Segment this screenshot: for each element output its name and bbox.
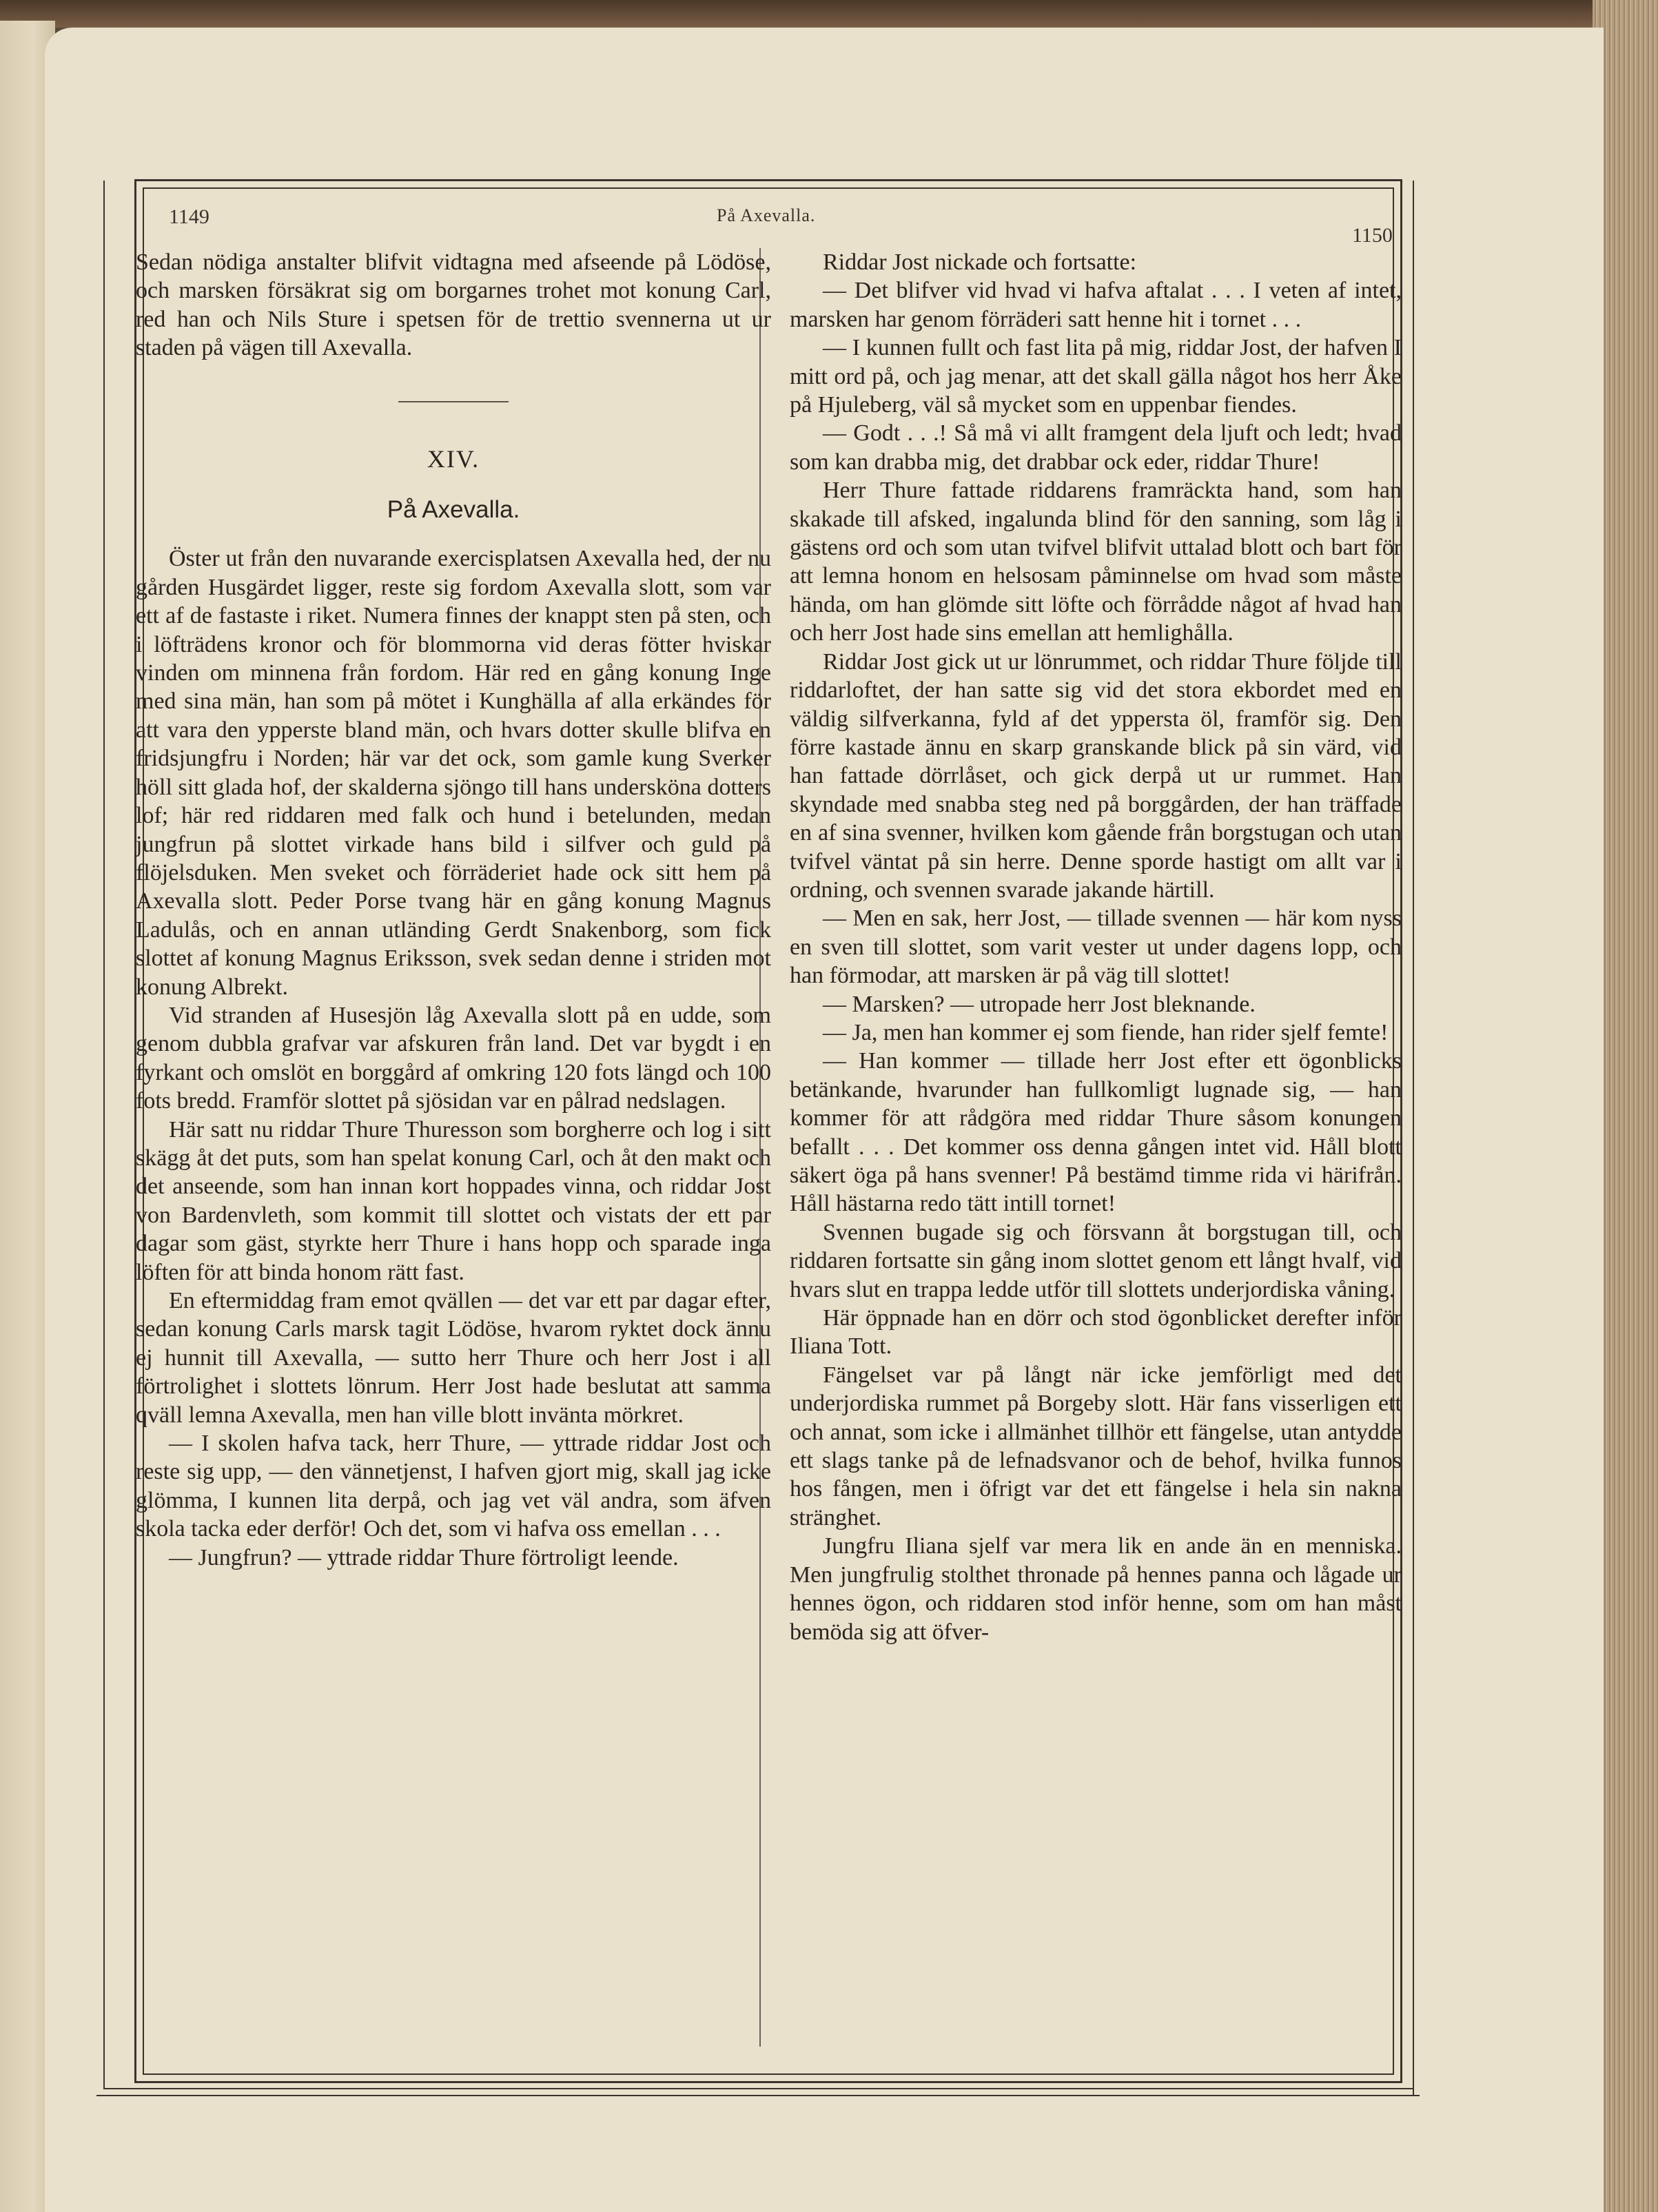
paragraph: — Godt . . .! Så må vi allt framgent dela ljuft och ledt; hvad som kan drabba mig, det drabbar ock eder, riddar Thure! <box>790 420 1402 475</box>
paragraph: — Han kommer — tillade herr Jost efter ett ögonblicks betänkande, hvarunder han fullkomligt lugnade sig, — han kommer för att rådgöra med riddar Thure såsom konungen befallt . . . Det kommer oss denna gången intet vid. Håll blott säkert öga på hans svenner! På bestämd timme rida vi härifrån. Håll hästarna redo tätt intill tornet! <box>790 1048 1402 1217</box>
paragraph: — Det blifver vid hvad vi hafva aftalat . . . I veten af intet, marsken har genom förräderi satt henne hit i tornet . . . <box>790 278 1402 332</box>
paragraph: — Ja, men han kommer ej som fiende, han rider sjelf femte! <box>823 1019 1389 1045</box>
chapter-number: XIV. <box>427 444 480 473</box>
paragraph: — Men en sak, herr Jost, — tillade svennen — här kom nyss en sven till slottet, som varit vester ut under dagens lopp, och han förmodar, att marsken är på väg till slottet! <box>790 905 1402 989</box>
paragraph: Riddar Jost gick ut ur lönrummet, och riddar Thure följde till riddarloftet, der han satte sig vid det stora ekbordet med en väldig silfverkanna, fyld af det yppersta öl, framför sig. Den förre kastade ännu en skarp granskande blick på sin värd, vid han fattade dörrlåset, och gick derpå ut ur rummet. Han skyndade med snabba steg ned på borggården, der han träffade en af sina svenner, hvilken kom gående från borgstugan och utan tvifvel väntat på sin herre. Denne sporde hastigt om allt var i ordning, och svennen svarade jakande härtill. <box>790 648 1402 903</box>
frame-rule <box>103 181 105 2089</box>
paragraph: Vid stranden af Husesjön låg Axevalla slott på en udde, som genom dubbla grafvar var afskuren från land. Det var bygdt i en fyrkant och omslöt en borggård af omkring 120 fots längd och 100 fots bredd. Framför slottet på sjösidan var en pålrad nedslagen. <box>136 1002 771 1114</box>
frame-rule <box>1413 181 1414 2096</box>
paragraph: Här öppnade han en dörr och stod ögonblicket derefter inför Iliana Tott. <box>790 1305 1402 1360</box>
paragraph: — Jungfrun? — yttrade riddar Thure förtroligt leende. <box>169 1544 679 1570</box>
right-column <box>790 248 1402 1646</box>
paragraph: Här satt nu riddar Thure Thuresson som borgherre och log i sitt skägg åt det puts, som han spelat konung Carl, och åt den makt och det anseende, som han innan kort hoppades vinna, och riddar Jost von Bardenvleth, som kommit till slottet och vistats der ett par dagar som gäst, styrkte herr Thure i hans hopp och sparade inga löften för att binda honom rätt fast. <box>136 1116 771 1285</box>
page-number-left: 1149 <box>169 205 209 228</box>
paragraph: — Marsken? — utropade herr Jost bleknande. <box>823 991 1256 1017</box>
paragraph: Svennen bugade sig och försvann åt borgstugan till, och riddaren fortsatte sin gång inom slottet genom ett långt hvalf, vid hvars slut en trappa ledde utför till slottets underjordiska våning. <box>790 1219 1402 1302</box>
chapter-title: På Axevalla. <box>387 496 520 524</box>
paragraph: En eftermiddag fram emot qvällen — det var ett par dagar efter, sedan konung Carls marsk tagit Lödöse, hvarom ryktet dock ännu ej hunnit till Axevalla, — sutto herr Thure och herr Jost i all förtrolighet i slottets lönrum. Herr Jost hade beslutat att samma qväll lemna Axevalla, men han ville blott invänta mörkret. <box>136 1288 771 1428</box>
frame-rule <box>103 2088 1413 2089</box>
page-number-right: 1150 <box>1352 224 1393 247</box>
paragraph: Öster ut från den nuvarande exercisplatsen Axevalla hed, der nu gården Husgärdet ligger, reste sig fordom Axevalla slott, som var ett af de fastaste i riket. Numera finnes der knappt sten på sten, och i löfträdens kronor och för blommorna vid deras fötter hviskar vinden om minnena från fordom. Här red en gång konung Inge med sina män, han som på mötet i Kunghälla af alla erkändes för att vara den ypperste bland män, och hvars dotter skulle blifva en fridsjungfru i Norden; här var det ock, som gamle kung Sverker höll sitt glada hof, der skalderna sjöngo till hans undersköna dotters lof; här red riddaren med falk och hund i betelunden, medan jungfrun på slottet virkade hans bild i silfver och guld på flöjelsduken. Men sveket och förräderiet hade ock sitt hem på Axevalla slott. Peder Porse tvang här en gång konung Magnus Ladulås, och en annan utländing Gerdt Snakenborg, som fick slottet af konung Magnus Eriksson, svek sedan denne i striden mot konung Albrekt. <box>136 546 771 1000</box>
book-top-edge <box>0 0 1658 28</box>
paragraph: Herr Thure fattade riddarens framräckta hand, som han skakade till afsked, ingalunda blind för den sanning, som låg i gästens ord och som utan tvifvel blifvit uttalad blott och bart för att lemna honom en helsosam påminnelse om hvad som måste hända, om han glömde sitt löfte och förrådde något af hvad han och herr Jost hade sins emellan att hemlighålla. <box>790 478 1402 646</box>
left-column <box>136 248 771 1572</box>
paragraph: — I kunnen fullt och fast lita på mig, riddar Jost, der hafven I mitt ord på, och jag menar, att det skall gälla något hos herr Åke på Hjuleberg, väl så mycket som en uppenbar fiendes. <box>790 335 1402 418</box>
running-title: På Axevalla. <box>717 205 816 225</box>
paragraph: Fängelset var på långt när icke jemförligt med det underjordiska rummet på Borgeby slott. Här fans visserligen ett och annat, som icke i allmänhet tillhör ett fängelse, utan antydde ett slags tanke på de lefnadsvanor och de behof, hvilka funnos hos fången, men i öfrigt var det ett fängelse i hela sin nakna stränghet. <box>790 1362 1402 1530</box>
paragraph: Riddar Jost nickade och fortsatte: <box>823 249 1137 275</box>
paragraph: — I skolen hafva tack, herr Thure, — yttrade riddar Jost och reste sig upp, — den vännetjenst, I hafven gjort mig, skall jag icke glömma, I kunnen lita derpå, och jag vet väl andra, som äfven skola tacka eder derför! Och det, som vi hafva oss emellan . . . <box>136 1431 771 1542</box>
section-separator <box>398 401 509 402</box>
intro-paragraph: Sedan nödiga anstalter blifvit vidtagna med afseende på Lödöse, och marsken försäkrat sig om borgarnes trohet mot konung Carl, red han och Nils Sture i spetsen för de trettio svennerna ut ur staden på vägen till Axevalla. <box>136 249 771 361</box>
frame-rule <box>96 2095 1420 2096</box>
paragraph: Jungfru Iliana sjelf var mera lik en ande än en menniska. Men jungfrulig stolthet thronade på hennes panna och lågade ur hennes ögon, och riddaren stod inför henne, som om han måst bemöda sig att öfver- <box>790 1533 1402 1645</box>
